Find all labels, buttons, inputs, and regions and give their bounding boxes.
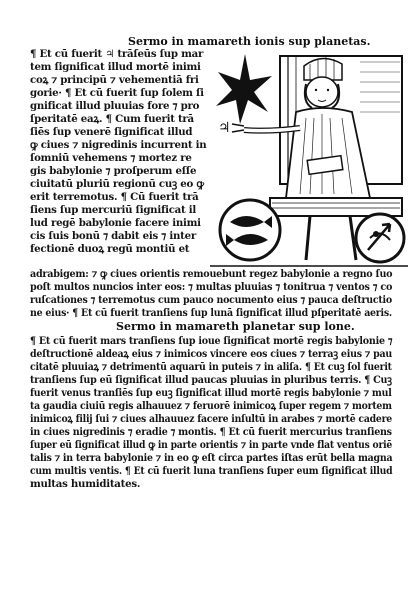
- sagittarius-roundel-icon: [356, 214, 404, 262]
- text-line: ꝙ ciues ⁊ nigredinis incurrent in: [30, 139, 207, 151]
- text-line: cum multis ventis. ¶ Et cū fuerit luna tranſiens ſuper eum ſignificat illud: [30, 465, 393, 477]
- text-line: fuerit venus tranſiēs ſup euꝫ ſignificat illud mortē regis babylonie ⁊ mul: [30, 387, 392, 399]
- text-line: citatē pluuiaꝝ ⁊ detrimentū aquarū in puteis ⁊ in aliſa. ¶ Et cuꝫ ſol fuerit: [30, 361, 392, 373]
- heading-sermo-ionis: Sermo in mamareth ionis sup planetas.: [128, 35, 371, 48]
- text-line: gnificat illud pluuias fore ⁊ pro: [30, 100, 200, 112]
- heading-sermo-planetar: Sermo in mamareth planetar sup lone.: [116, 320, 355, 333]
- text-line: ſiens ſup mercuriū ſignificat il: [30, 204, 197, 216]
- text-line: ta gaudia ciuiū regis alhauuez ⁊ feruorē inimicoꝝ ſuper regem ⁊ mortem: [30, 400, 392, 412]
- text-line: ſomniū vehemens ⁊ mortez re: [30, 152, 192, 164]
- text-line: poſt multos nuncios inter eos: ⁊ multas pluuias ⁊ tonitrua ⁊ ventos ⁊ co: [30, 281, 393, 293]
- text-line: lud regē babylonie facere inimi: [30, 217, 201, 229]
- text-line: erit terremotus. ¶ Cū fuerit trā: [30, 191, 199, 203]
- text-line: inimicoꝝ filij ſui ⁊ ciues alhauuez facere inſultū in arabes ⁊ mortē cadere: [30, 413, 392, 425]
- text-line: in ciues nigredinis ⁊ eradie ⁊ montis. ¶ Et cū fuerit mercurius tranſiens: [30, 426, 392, 438]
- text-line: gorie· ¶ Et cū fuerit ſup ſolem ſi: [30, 87, 204, 99]
- star-icon: [216, 54, 272, 124]
- text-line: ¶ Et cū fuerit mars tranſiens ſup ioue ſignificat mortē regis babylonie ⁊: [30, 335, 393, 347]
- text-line: deſtructionē aldeaꝝ eius ⁊ inimicos vincere eos ciues ⁊ terraꝫ eius ⁊ pau: [30, 348, 393, 360]
- text-line: ¶ Et cū fuerit ♃ trāſeūs ſup mar: [30, 48, 204, 60]
- text-line: tranſiens ſup eū ſignificat illud paucas pluuias in pluribus terris. ¶ Cuꝫ: [30, 374, 392, 386]
- text-line: ne eius· ¶ Et cū fuerit tranſiens ſup lunā ſignificat illud pſperitatē aeris.: [30, 307, 392, 319]
- text-line: fectionē duoꝝ regū montiū et: [30, 243, 190, 255]
- text-line: cis ſuis bonū ⁊ dabit eis ⁊ inter: [30, 230, 196, 242]
- text-line: coꝝ ⁊ principū ⁊ vehementiā fri: [30, 74, 199, 86]
- text-line: ruſcationes ⁊ terremotus cum pauco nocumento eius ⁊ pauca deſtructio: [30, 294, 392, 306]
- text-line: talis ⁊ in terra babylonie ⁊ in eo ꝙ eſt circa partes iſtas erūt bella magna: [30, 452, 393, 464]
- text-line: tem ſignificat illud mortē inimi: [30, 61, 201, 73]
- text-line: multas humiditates.: [30, 478, 141, 490]
- pisces-roundel-icon: [220, 200, 280, 260]
- text-line: ciuitatū pluriū regionū cuꝫ eo ꝙ: [30, 178, 204, 190]
- astrologer-woodcut-icon: [210, 48, 408, 268]
- text-line: ſiēs ſup venerē ſignificat illud: [30, 126, 193, 138]
- text-line: adrabigem: ⁊ ꝙ ciues orientis remouebunt regez babylonie a regno ſuo: [30, 268, 393, 280]
- text-line: ſuper eū ſignificat illud ꝙ in parte orientis ⁊ in parte vnde flat ventus oriē: [30, 439, 392, 451]
- text-line: gis babylonie ⁊ proſperum eſſe: [30, 165, 197, 177]
- jupiter-glyph-icon: ♃: [218, 120, 231, 136]
- text-line: ſperitatē eaꝝ. ¶ Cum fuerit trā: [30, 113, 194, 125]
